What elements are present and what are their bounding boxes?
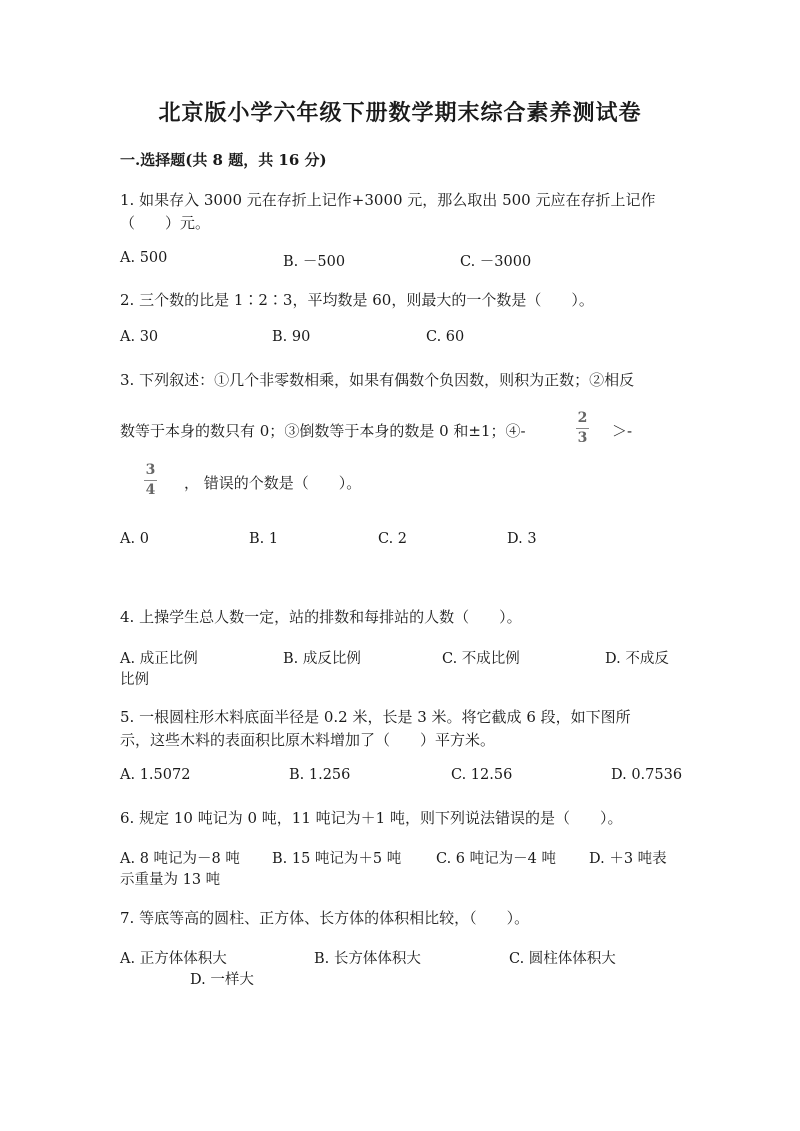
question-5-option-c: C. 12.56 [451, 767, 513, 783]
question-7-option-b: B. 长方体体积大 [314, 951, 421, 967]
question-1-line-2: （ ）元。 [120, 214, 211, 232]
fraction-denominator: 4 [145, 482, 156, 498]
question-1-option-b: B. －500 [283, 254, 346, 270]
question-3-line-3: ， 错误的个数是（ ）。 [184, 474, 362, 492]
question-6-option-c: C. 6 吨记为－4 吨 [436, 851, 556, 867]
fraction-denominator: 3 [577, 430, 588, 446]
question-3-line-1: 3. 下列叙述：①几个非零数相乘，如果有偶数个负因数，则积为正数；②相反 [120, 371, 635, 389]
question-7-option-a: A. 正方体体积大 [120, 951, 227, 967]
question-5-line-2: 示，这些木料的表面积比原木料增加了（ ）平方米。 [120, 731, 496, 749]
fraction-numerator: 2 [577, 410, 588, 426]
question-3-option-b: B. 1 [249, 531, 279, 547]
question-6-option-a: A. 8 吨记为－8 吨 [120, 851, 240, 867]
document-title: 北京版小学六年级下册数学期末综合素养测试卷 [158, 100, 642, 126]
fraction-three-quarters [144, 462, 157, 499]
question-4-option-d-cont: 比例 [120, 672, 149, 688]
question-6-option-d: D. ＋3 吨表 [589, 851, 667, 867]
question-4-option-d: D. 不成反 [605, 651, 669, 667]
fraction-bar [144, 480, 157, 481]
question-3-comparison: ＞- [612, 422, 633, 440]
question-5-option-b: B. 1.256 [289, 767, 351, 783]
question-3-option-a: A. 0 [120, 531, 149, 547]
question-6-option-b: B. 15 吨记为＋5 吨 [272, 851, 402, 867]
fraction-two-thirds [576, 410, 589, 447]
question-5-option-d: D. 0.7536 [611, 767, 683, 783]
question-5-option-a: A. 1.5072 [120, 767, 191, 783]
question-4-text: 4. 上操学生总人数一定，站的排数和每排站的人数（ ）。 [120, 608, 522, 626]
question-7-text: 7. 等底等高的圆柱、正方体、长方体的体积相比较，（ ）。 [120, 909, 530, 927]
question-7-option-c: C. 圆柱体体积大 [509, 951, 616, 967]
question-3-option-c: C. 2 [378, 531, 408, 547]
fraction-numerator: 3 [145, 462, 156, 478]
question-4-option-a: A. 成正比例 [120, 651, 198, 667]
question-6-option-d-cont: 示重量为 13 吨 [120, 872, 221, 888]
section-heading: 一.选择题(共 8 题，共 16 分) [120, 151, 327, 169]
question-2-text: 2. 三个数的比是 1∶2∶3，平均数是 60，则最大的一个数是（ ）。 [120, 291, 594, 309]
fraction-bar [576, 428, 589, 429]
question-7-option-d: D. 一样大 [190, 972, 254, 988]
question-3-option-d: D. 3 [507, 531, 537, 547]
question-1-option-a: A. 500 [120, 250, 168, 266]
question-1-line-1: 1. 如果存入 3000 元在存折上记作+3000 元，那么取出 500 元应在存折上记作 [120, 191, 656, 209]
question-2-option-c: C. 60 [426, 329, 465, 345]
question-2-option-b: B. 90 [272, 329, 311, 345]
question-4-option-c: C. 不成比例 [442, 651, 520, 667]
question-3-line-2: 数等于本身的数只有 0；③倒数等于本身的数是 0 和±1；④- [120, 422, 526, 440]
question-2-option-a: A. 30 [120, 329, 159, 345]
question-1-option-c: C. －3000 [460, 254, 532, 270]
question-6-text: 6. 规定 10 吨记为 0 吨，11 吨记为＋1 吨，则下列说法错误的是（ ）。 [120, 809, 623, 827]
question-5-line-1: 5. 一根圆柱形木料底面半径是 0.2 米，长是 3 米。将它截成 6 段，如下图所 [120, 708, 631, 726]
question-4-option-b: B. 成反比例 [283, 651, 361, 667]
